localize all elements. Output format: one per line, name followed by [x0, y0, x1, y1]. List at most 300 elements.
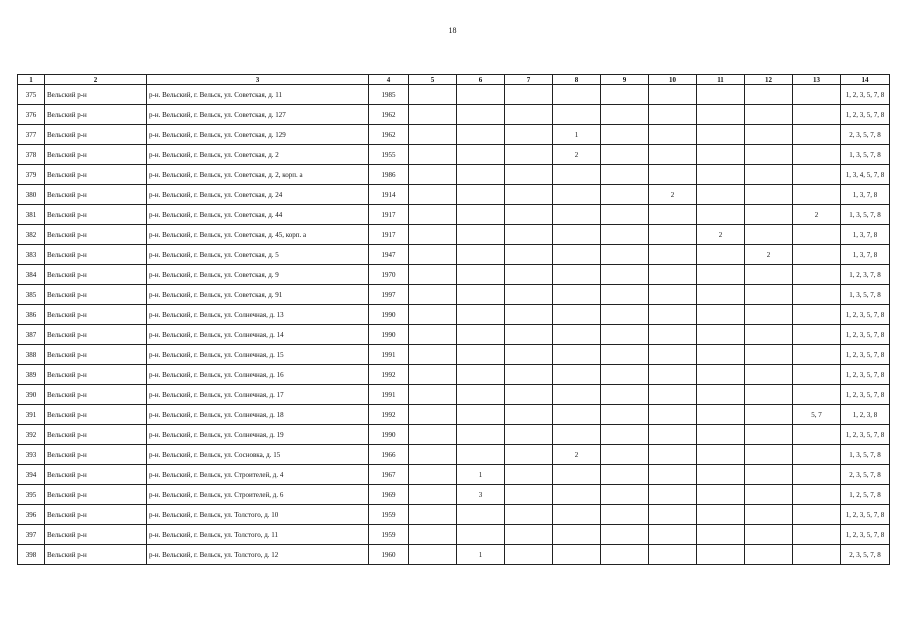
col11-cell: [697, 465, 745, 485]
col7-cell: [505, 145, 553, 165]
col6-cell: [457, 365, 505, 385]
col8-cell: [553, 545, 601, 565]
col9-cell: [601, 125, 649, 145]
col7-cell: [505, 85, 553, 105]
address-cell: р-н. Вельский, г. Вельск, ул. Толстого, д. 12: [147, 545, 369, 565]
col12-cell: [745, 205, 793, 225]
col7-cell: [505, 405, 553, 425]
col7-cell: [505, 505, 553, 525]
column-header-5: 5: [409, 75, 457, 85]
col8-cell: [553, 105, 601, 125]
col5-cell: [409, 525, 457, 545]
col10-cell: [649, 125, 697, 145]
col12-cell: [745, 405, 793, 425]
col12-cell: [745, 445, 793, 465]
col13-cell: [793, 345, 841, 365]
year-cell: 1955: [369, 145, 409, 165]
codes-cell: 1, 2, 5, 7, 8: [841, 485, 890, 505]
col8-cell: [553, 205, 601, 225]
col8-cell: [553, 185, 601, 205]
table-row: [18, 145, 890, 165]
address-cell: р-н. Вельский, г. Вельск, ул. Советская, д. 45, корп. а: [147, 225, 369, 245]
col9-cell: [601, 545, 649, 565]
year-cell: 1967: [369, 465, 409, 485]
col11-cell: [697, 145, 745, 165]
year-cell: 1985: [369, 85, 409, 105]
col13-cell: 5, 7: [793, 405, 841, 425]
col8-cell: 1: [553, 125, 601, 145]
col10-cell: [649, 345, 697, 365]
col8-cell: [553, 165, 601, 185]
col9-cell: [601, 285, 649, 305]
year-cell: 1997: [369, 285, 409, 305]
col6-cell: 3: [457, 485, 505, 505]
col11-cell: [697, 345, 745, 365]
table-body: [18, 85, 890, 565]
year-cell: 1991: [369, 345, 409, 365]
col9-cell: [601, 485, 649, 505]
col11-cell: [697, 385, 745, 405]
table-row: [18, 325, 890, 345]
col12-cell: [745, 125, 793, 145]
col10-cell: [649, 165, 697, 185]
codes-cell: 1, 2, 3, 5, 7, 8: [841, 345, 890, 365]
col9-cell: [601, 305, 649, 325]
col9-cell: [601, 525, 649, 545]
col10-cell: [649, 545, 697, 565]
district-cell: Вельский р-н: [45, 225, 147, 245]
col11-cell: [697, 405, 745, 425]
col11-cell: [697, 505, 745, 525]
col11-cell: [697, 545, 745, 565]
col12-cell: [745, 505, 793, 525]
column-header-12: 12: [745, 75, 793, 85]
col12-cell: [745, 165, 793, 185]
row-number: 390: [18, 385, 45, 405]
col9-cell: [601, 445, 649, 465]
col10-cell: 2: [649, 185, 697, 205]
codes-cell: 1, 3, 5, 7, 8: [841, 445, 890, 465]
col10-cell: [649, 205, 697, 225]
col12-cell: [745, 465, 793, 485]
codes-cell: 1, 3, 7, 8: [841, 185, 890, 205]
col12-cell: [745, 105, 793, 125]
col8-cell: [553, 365, 601, 385]
row-number: 396: [18, 505, 45, 525]
column-header-7: 7: [505, 75, 553, 85]
col6-cell: 1: [457, 465, 505, 485]
col5-cell: [409, 325, 457, 345]
col11-cell: [697, 105, 745, 125]
col13-cell: [793, 545, 841, 565]
year-cell: 1991: [369, 385, 409, 405]
column-header-3: 3: [147, 75, 369, 85]
year-cell: 1947: [369, 245, 409, 265]
address-cell: р-н. Вельский, г. Вельск, ул. Советская, д. 91: [147, 285, 369, 305]
row-number: 380: [18, 185, 45, 205]
col5-cell: [409, 465, 457, 485]
col6-cell: [457, 425, 505, 445]
address-cell: р-н. Вельский, г. Вельск, ул. Солнечная, д. 16: [147, 365, 369, 385]
col10-cell: [649, 285, 697, 305]
district-cell: Вельский р-н: [45, 525, 147, 545]
col11-cell: [697, 305, 745, 325]
column-header-13: 13: [793, 75, 841, 85]
col6-cell: [457, 385, 505, 405]
col8-cell: [553, 225, 601, 245]
col9-cell: [601, 225, 649, 245]
col8-cell: [553, 345, 601, 365]
col11-cell: [697, 485, 745, 505]
codes-cell: 1, 2, 3, 5, 7, 8: [841, 85, 890, 105]
row-number: 384: [18, 265, 45, 285]
col12-cell: [745, 485, 793, 505]
address-cell: р-н. Вельский, г. Вельск, ул. Солнечная, д. 15: [147, 345, 369, 365]
col6-cell: [457, 165, 505, 185]
col12-cell: [745, 185, 793, 205]
district-cell: Вельский р-н: [45, 265, 147, 285]
col6-cell: [457, 105, 505, 125]
table-row: [18, 265, 890, 285]
row-number: 386: [18, 305, 45, 325]
col11-cell: [697, 365, 745, 385]
year-cell: 1990: [369, 305, 409, 325]
col12-cell: [745, 225, 793, 245]
codes-cell: 1, 3, 7, 8: [841, 225, 890, 245]
col5-cell: [409, 405, 457, 425]
column-header-9: 9: [601, 75, 649, 85]
col10-cell: [649, 325, 697, 345]
col8-cell: [553, 265, 601, 285]
registry-table: [17, 74, 890, 565]
col9-cell: [601, 205, 649, 225]
col10-cell: [649, 305, 697, 325]
col10-cell: [649, 525, 697, 545]
address-cell: р-н. Вельский, г. Вельск, ул. Толстого, д. 11: [147, 525, 369, 545]
table-row: [18, 525, 890, 545]
col9-cell: [601, 265, 649, 285]
col12-cell: 2: [745, 245, 793, 265]
col9-cell: [601, 365, 649, 385]
col6-cell: [457, 345, 505, 365]
year-cell: 1969: [369, 485, 409, 505]
col9-cell: [601, 405, 649, 425]
col13-cell: [793, 325, 841, 345]
col7-cell: [505, 205, 553, 225]
column-header-10: 10: [649, 75, 697, 85]
col12-cell: [745, 325, 793, 345]
col13-cell: [793, 305, 841, 325]
table-row: [18, 165, 890, 185]
codes-cell: 1, 2, 3, 7, 8: [841, 265, 890, 285]
year-cell: 1962: [369, 125, 409, 145]
col5-cell: [409, 485, 457, 505]
col12-cell: [745, 365, 793, 385]
district-cell: Вельский р-н: [45, 145, 147, 165]
col7-cell: [505, 445, 553, 465]
address-cell: р-н. Вельский, г. Вельск, ул. Советская, д. 44: [147, 205, 369, 225]
col7-cell: [505, 325, 553, 345]
address-cell: р-н. Вельский, г. Вельск, ул. Советская, д. 2: [147, 145, 369, 165]
col5-cell: [409, 205, 457, 225]
codes-cell: 1, 2, 3, 5, 7, 8: [841, 105, 890, 125]
col5-cell: [409, 425, 457, 445]
col8-cell: 2: [553, 445, 601, 465]
col10-cell: [649, 465, 697, 485]
address-cell: р-н. Вельский, г. Вельск, ул. Толстого, д. 10: [147, 505, 369, 525]
col6-cell: [457, 145, 505, 165]
col13-cell: [793, 485, 841, 505]
col7-cell: [505, 525, 553, 545]
column-header-4: 4: [369, 75, 409, 85]
col7-cell: [505, 385, 553, 405]
col5-cell: [409, 505, 457, 525]
col10-cell: [649, 405, 697, 425]
col6-cell: [457, 445, 505, 465]
col5-cell: [409, 305, 457, 325]
col12-cell: [745, 265, 793, 285]
col7-cell: [505, 485, 553, 505]
address-cell: р-н. Вельский, г. Вельск, ул. Советская, д. 5: [147, 245, 369, 265]
col12-cell: [745, 545, 793, 565]
row-number: 395: [18, 485, 45, 505]
col13-cell: [793, 445, 841, 465]
district-cell: Вельский р-н: [45, 345, 147, 365]
codes-cell: 1, 2, 3, 5, 7, 8: [841, 325, 890, 345]
address-cell: р-н. Вельский, г. Вельск, ул. Советская, д. 9: [147, 265, 369, 285]
table-row: [18, 125, 890, 145]
district-cell: Вельский р-н: [45, 365, 147, 385]
col10-cell: [649, 425, 697, 445]
col12-cell: [745, 345, 793, 365]
table-header: [18, 75, 890, 85]
header-row: [18, 75, 890, 85]
col9-cell: [601, 185, 649, 205]
col6-cell: [457, 265, 505, 285]
table-row: [18, 185, 890, 205]
table-row: [18, 385, 890, 405]
row-number: 379: [18, 165, 45, 185]
col9-cell: [601, 345, 649, 365]
year-cell: 1970: [369, 265, 409, 285]
address-cell: р-н. Вельский, г. Вельск, ул. Советская, д. 2, корп. а: [147, 165, 369, 185]
col13-cell: [793, 145, 841, 165]
col8-cell: [553, 245, 601, 265]
col13-cell: [793, 85, 841, 105]
address-cell: р-н. Вельский, г. Вельск, ул. Солнечная, д. 14: [147, 325, 369, 345]
district-cell: Вельский р-н: [45, 545, 147, 565]
col7-cell: [505, 165, 553, 185]
col10-cell: [649, 265, 697, 285]
col9-cell: [601, 505, 649, 525]
col13-cell: [793, 465, 841, 485]
address-cell: р-н. Вельский, г. Вельск, ул. Советская, д. 127: [147, 105, 369, 125]
col13-cell: [793, 265, 841, 285]
table-row: [18, 205, 890, 225]
year-cell: 1992: [369, 365, 409, 385]
year-cell: 1959: [369, 505, 409, 525]
col11-cell: [697, 525, 745, 545]
col8-cell: [553, 505, 601, 525]
col13-cell: [793, 225, 841, 245]
col8-cell: [553, 525, 601, 545]
col7-cell: [505, 285, 553, 305]
col8-cell: [553, 285, 601, 305]
col8-cell: [553, 405, 601, 425]
district-cell: Вельский р-н: [45, 425, 147, 445]
col12-cell: [745, 285, 793, 305]
row-number: 389: [18, 365, 45, 385]
col5-cell: [409, 145, 457, 165]
district-cell: Вельский р-н: [45, 105, 147, 125]
col6-cell: [457, 525, 505, 545]
address-cell: р-н. Вельский, г. Вельск, ул. Солнечная, д. 13: [147, 305, 369, 325]
codes-cell: 1, 3, 7, 8: [841, 245, 890, 265]
year-cell: 1917: [369, 205, 409, 225]
col10-cell: [649, 85, 697, 105]
district-cell: Вельский р-н: [45, 285, 147, 305]
col11-cell: [697, 445, 745, 465]
col5-cell: [409, 345, 457, 365]
year-cell: 1966: [369, 445, 409, 465]
codes-cell: 1, 3, 5, 7, 8: [841, 285, 890, 305]
row-number: 383: [18, 245, 45, 265]
district-cell: Вельский р-н: [45, 385, 147, 405]
table-row: [18, 485, 890, 505]
row-number: 378: [18, 145, 45, 165]
table-row: [18, 405, 890, 425]
col13-cell: [793, 105, 841, 125]
column-header-14: 14: [841, 75, 890, 85]
year-cell: 1917: [369, 225, 409, 245]
address-cell: р-н. Вельский, г. Вельск, ул. Солнечная, д. 19: [147, 425, 369, 445]
row-number: 385: [18, 285, 45, 305]
codes-cell: 1, 3, 5, 7, 8: [841, 205, 890, 225]
codes-cell: 2, 3, 5, 7, 8: [841, 125, 890, 145]
row-number: 376: [18, 105, 45, 125]
col6-cell: [457, 285, 505, 305]
col5-cell: [409, 385, 457, 405]
codes-cell: 1, 2, 3, 8: [841, 405, 890, 425]
col7-cell: [505, 245, 553, 265]
col13-cell: [793, 425, 841, 445]
col8-cell: [553, 425, 601, 445]
row-number: 377: [18, 125, 45, 145]
table-row: [18, 425, 890, 445]
col10-cell: [649, 505, 697, 525]
col11-cell: [697, 85, 745, 105]
table-row: [18, 245, 890, 265]
address-cell: р-н. Вельский, г. Вельск, ул. Солнечная, д. 17: [147, 385, 369, 405]
column-header-11: 11: [697, 75, 745, 85]
row-number: 391: [18, 405, 45, 425]
col6-cell: [457, 205, 505, 225]
col9-cell: [601, 325, 649, 345]
table-row: [18, 465, 890, 485]
col6-cell: [457, 505, 505, 525]
col9-cell: [601, 385, 649, 405]
col11-cell: [697, 325, 745, 345]
codes-cell: 1, 2, 3, 5, 7, 8: [841, 385, 890, 405]
col13-cell: [793, 385, 841, 405]
col13-cell: [793, 525, 841, 545]
table-row: [18, 345, 890, 365]
col7-cell: [505, 125, 553, 145]
col8-cell: [553, 305, 601, 325]
address-cell: р-н. Вельский, г. Вельск, ул. Сосновка, д. 15: [147, 445, 369, 465]
year-cell: 1986: [369, 165, 409, 185]
col7-cell: [505, 305, 553, 325]
col10-cell: [649, 145, 697, 165]
col11-cell: [697, 425, 745, 445]
col6-cell: [457, 185, 505, 205]
col10-cell: [649, 365, 697, 385]
row-number: 397: [18, 525, 45, 545]
col5-cell: [409, 245, 457, 265]
col11-cell: [697, 265, 745, 285]
col10-cell: [649, 245, 697, 265]
codes-cell: 1, 3, 5, 7, 8: [841, 145, 890, 165]
col6-cell: [457, 325, 505, 345]
codes-cell: 1, 2, 3, 5, 7, 8: [841, 425, 890, 445]
col11-cell: [697, 185, 745, 205]
year-cell: 1960: [369, 545, 409, 565]
col12-cell: [745, 305, 793, 325]
col12-cell: [745, 145, 793, 165]
year-cell: 1990: [369, 425, 409, 445]
address-cell: р-н. Вельский, г. Вельск, ул. Советская, д. 129: [147, 125, 369, 145]
district-cell: Вельский р-н: [45, 465, 147, 485]
col10-cell: [649, 105, 697, 125]
col6-cell: [457, 225, 505, 245]
column-header-8: 8: [553, 75, 601, 85]
year-cell: 1959: [369, 525, 409, 545]
row-number: 393: [18, 445, 45, 465]
col11-cell: [697, 205, 745, 225]
row-number: 381: [18, 205, 45, 225]
district-cell: Вельский р-н: [45, 405, 147, 425]
district-cell: Вельский р-н: [45, 185, 147, 205]
district-cell: Вельский р-н: [45, 245, 147, 265]
district-cell: Вельский р-н: [45, 205, 147, 225]
col5-cell: [409, 165, 457, 185]
col12-cell: [745, 385, 793, 405]
col9-cell: [601, 105, 649, 125]
row-number: 398: [18, 545, 45, 565]
col8-cell: [553, 465, 601, 485]
col13-cell: [793, 125, 841, 145]
col13-cell: [793, 185, 841, 205]
district-cell: Вельский р-н: [45, 305, 147, 325]
col5-cell: [409, 365, 457, 385]
codes-cell: 1, 2, 3, 5, 7, 8: [841, 505, 890, 525]
col7-cell: [505, 225, 553, 245]
year-cell: 1962: [369, 105, 409, 125]
district-cell: Вельский р-н: [45, 125, 147, 145]
table-row: [18, 545, 890, 565]
table-row: [18, 505, 890, 525]
year-cell: 1914: [369, 185, 409, 205]
col12-cell: [745, 425, 793, 445]
col11-cell: [697, 125, 745, 145]
district-cell: Вельский р-н: [45, 505, 147, 525]
col13-cell: [793, 245, 841, 265]
page-number: 18: [448, 26, 457, 35]
district-cell: Вельский р-н: [45, 85, 147, 105]
row-number: 394: [18, 465, 45, 485]
district-cell: Вельский р-н: [45, 445, 147, 465]
col11-cell: [697, 245, 745, 265]
